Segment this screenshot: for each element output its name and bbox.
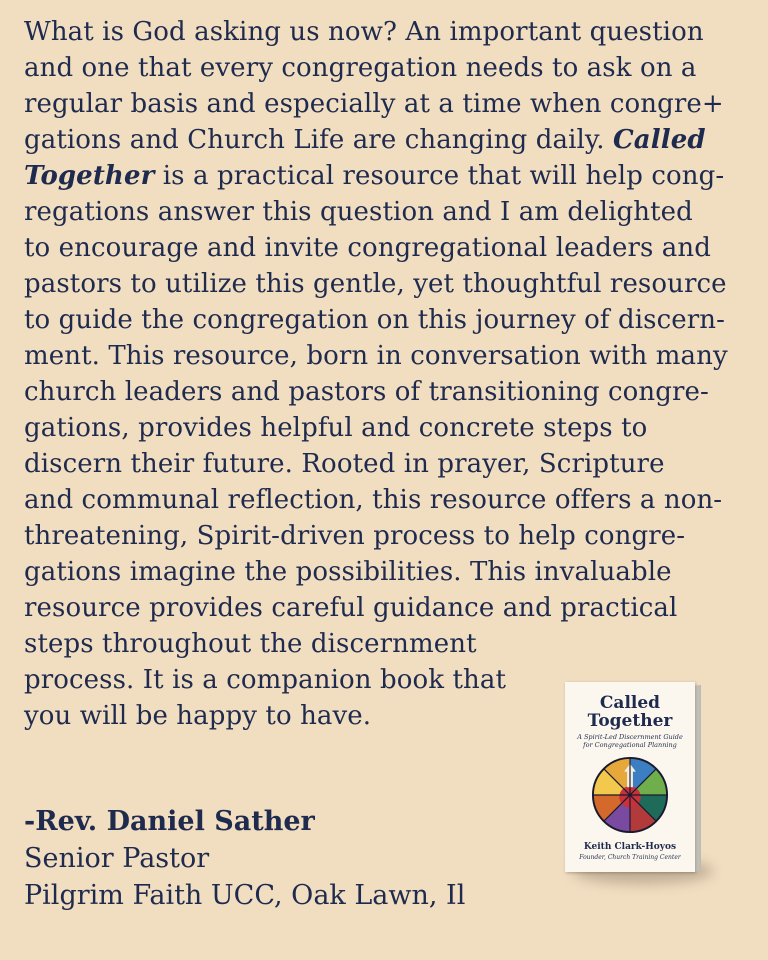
quote-line: to encourage and invite congregational leaders and bbox=[24, 233, 711, 263]
quote-line: discern their future. Rooted in prayer, Scripture bbox=[24, 449, 665, 479]
book-cover-image bbox=[565, 682, 701, 878]
attribution-church: Pilgrim Faith UCC, Oak Lawn, Il bbox=[24, 880, 466, 911]
quote-line: church leaders and pastors of transitioning congre- bbox=[24, 377, 709, 407]
book-author: Keith Clark-Hoyos bbox=[583, 842, 677, 852]
quote-line: What is God asking us now? An important question bbox=[24, 17, 704, 47]
book-title-line: Together bbox=[587, 711, 673, 731]
quote-line: ment. This resource, born in conversation with many bbox=[24, 341, 728, 371]
quote-line: and communal reflection, this resource offers a non- bbox=[24, 485, 723, 515]
quote-text: gations and Church Life are changing daily. bbox=[24, 125, 605, 155]
quote-line: you will be happy to have. bbox=[24, 701, 372, 731]
quote-line: gations imagine the possibilities. This invaluable bbox=[24, 557, 672, 587]
quote-line bbox=[24, 122, 706, 158]
stained-glass-illustration bbox=[591, 756, 669, 834]
quote-text: is a practical resource that will help cong- bbox=[162, 161, 725, 191]
quote-line: gations, provides helpful and concrete steps to bbox=[24, 413, 648, 443]
book-cover bbox=[565, 682, 695, 872]
quote-line bbox=[24, 158, 724, 194]
quote-line: threatening, Spirit-driven process to help congre- bbox=[24, 521, 686, 551]
quote-line: and one that every congregation needs to ask on a bbox=[24, 53, 697, 83]
book-subtitle-line: for Congregational Planning bbox=[583, 741, 677, 749]
book-author-role: Founder, Church Training Center bbox=[579, 854, 681, 861]
book-title-emphasis: Called bbox=[613, 125, 706, 155]
book-subtitle bbox=[573, 733, 687, 749]
attribution-role: Senior Pastor bbox=[24, 843, 210, 874]
quote-line: regations answer this question and I am delighted bbox=[24, 197, 693, 227]
book-title-line: Called bbox=[599, 693, 661, 713]
book-subtitle-line: A Spirit-Led Discernment Guide bbox=[577, 733, 683, 741]
quote-line: to guide the congregation on this journey of discern- bbox=[24, 305, 726, 335]
book-title-emphasis: Together bbox=[24, 161, 155, 191]
quote-line: regular basis and especially at a time when congre+ bbox=[24, 89, 724, 119]
quote-line: pastors to utilize this gentle, yet thoughtful resource bbox=[24, 269, 727, 299]
attribution-name: -Rev. Daniel Sather bbox=[24, 806, 315, 837]
quote-line: process. It is a companion book that bbox=[24, 665, 507, 695]
book-title bbox=[565, 694, 695, 730]
quote-line: steps throughout the discernment bbox=[24, 629, 477, 659]
quote-line: resource provides careful guidance and practical bbox=[24, 593, 678, 623]
